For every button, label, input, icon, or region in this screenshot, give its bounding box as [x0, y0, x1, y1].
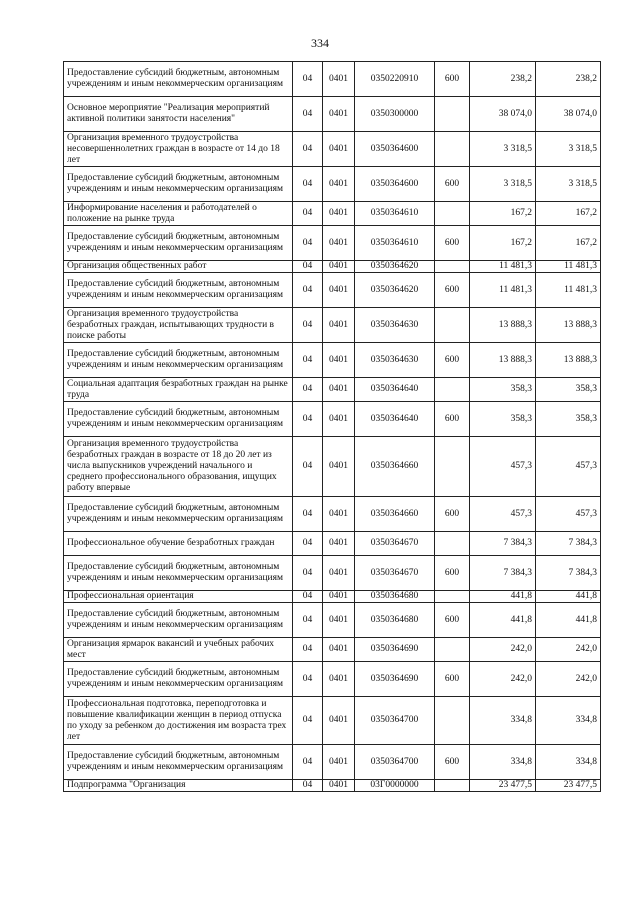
cell-sum-2: 242,0: [536, 638, 601, 662]
table-row: [64, 202, 601, 226]
cell-subsection: 0401: [323, 556, 355, 591]
cell-expense-type: 600: [435, 556, 470, 591]
cell-name: Предоставление субсидий бюджетным, автономным учреждениям и иным некоммерческим организациям: [64, 662, 293, 697]
cell-subsection: 0401: [323, 378, 355, 402]
cell-sum-2: 38 074,0: [536, 97, 601, 132]
cell-sum-1: 7 384,3: [470, 532, 536, 556]
table-row: [64, 532, 601, 556]
cell-expense-type: [435, 378, 470, 402]
cell-section: 04: [293, 308, 323, 343]
cell-subsection: 0401: [323, 226, 355, 261]
table-row: [64, 343, 601, 378]
cell-name: Предоставление субсидий бюджетным, автономным учреждениям и иным некоммерческим организациям: [64, 556, 293, 591]
table-row: [64, 697, 601, 745]
table-row: [64, 591, 601, 603]
cell-subsection: 0401: [323, 132, 355, 167]
cell-sum-1: 13 888,3: [470, 308, 536, 343]
cell-sum-1: 334,8: [470, 697, 536, 745]
cell-subsection: 0401: [323, 402, 355, 437]
cell-sum-1: 3 318,5: [470, 132, 536, 167]
cell-section: 04: [293, 591, 323, 603]
cell-name: Организация ярмарок вакансий и учебных рабочих мест: [64, 638, 293, 662]
cell-expense-type: [435, 780, 470, 792]
table-row: [64, 308, 601, 343]
table-body: [64, 62, 601, 792]
cell-subsection: 0401: [323, 202, 355, 226]
cell-name: Предоставление субсидий бюджетным, автономным учреждениям и иным некоммерческим организациям: [64, 745, 293, 780]
cell-target-code: 0350364680: [355, 603, 435, 638]
cell-sum-1: 13 888,3: [470, 343, 536, 378]
cell-sum-2: 167,2: [536, 202, 601, 226]
cell-section: 04: [293, 532, 323, 556]
table-row: [64, 638, 601, 662]
cell-target-code: 0350364690: [355, 638, 435, 662]
cell-section: 04: [293, 202, 323, 226]
cell-sum-2: 167,2: [536, 226, 601, 261]
cell-section: 04: [293, 603, 323, 638]
cell-subsection: 0401: [323, 97, 355, 132]
cell-name: Организация общественных работ: [64, 261, 293, 273]
cell-sum-2: 3 318,5: [536, 167, 601, 202]
cell-name: Информирование населения и работодателей о положение на рынке труда: [64, 202, 293, 226]
cell-subsection: 0401: [323, 273, 355, 308]
cell-expense-type: 600: [435, 343, 470, 378]
cell-target-code: 0350364620: [355, 261, 435, 273]
cell-target-code: 0350364660: [355, 497, 435, 532]
cell-name: Предоставление субсидий бюджетным, автономным учреждениям и иным некоммерческим организациям: [64, 226, 293, 261]
cell-expense-type: 600: [435, 497, 470, 532]
cell-expense-type: [435, 132, 470, 167]
cell-name: Организация временного трудоустройства безработных граждан, испытывающих трудности в поиске работы: [64, 308, 293, 343]
cell-section: 04: [293, 167, 323, 202]
cell-sum-1: 457,3: [470, 437, 536, 497]
cell-sum-2: 11 481,3: [536, 261, 601, 273]
cell-target-code: 03Г0000000: [355, 780, 435, 792]
cell-expense-type: [435, 97, 470, 132]
cell-name: Подпрограмма "Организация: [64, 780, 293, 792]
cell-target-code: 0350364610: [355, 226, 435, 261]
cell-sum-1: 441,8: [470, 591, 536, 603]
cell-expense-type: 600: [435, 603, 470, 638]
cell-sum-1: 238,2: [470, 62, 536, 97]
cell-name: Организация временного трудоустройства несовершеннолетних граждан в возрасте от 14 до 18 лет: [64, 132, 293, 167]
table-row: [64, 745, 601, 780]
cell-expense-type: 600: [435, 662, 470, 697]
cell-sum-1: 11 481,3: [470, 261, 536, 273]
cell-target-code: 0350364660: [355, 437, 435, 497]
cell-name: Предоставление субсидий бюджетным, автономным учреждениям и иным некоммерческим организациям: [64, 603, 293, 638]
cell-sum-1: 242,0: [470, 662, 536, 697]
cell-sum-1: 3 318,5: [470, 167, 536, 202]
cell-sum-2: 334,8: [536, 745, 601, 780]
cell-name: Основное мероприятие "Реализация мероприятий активной политики занятости населения": [64, 97, 293, 132]
cell-subsection: 0401: [323, 638, 355, 662]
cell-expense-type: 600: [435, 62, 470, 97]
cell-sum-1: 7 384,3: [470, 556, 536, 591]
cell-target-code: 0350364670: [355, 532, 435, 556]
cell-subsection: 0401: [323, 497, 355, 532]
cell-section: 04: [293, 662, 323, 697]
cell-sum-1: 441,8: [470, 603, 536, 638]
table-row: [64, 132, 601, 167]
cell-subsection: 0401: [323, 780, 355, 792]
cell-expense-type: 600: [435, 745, 470, 780]
cell-sum-1: 457,3: [470, 497, 536, 532]
cell-expense-type: [435, 638, 470, 662]
cell-sum-1: 358,3: [470, 378, 536, 402]
cell-target-code: 0350364640: [355, 402, 435, 437]
table-row: [64, 437, 601, 497]
cell-subsection: 0401: [323, 437, 355, 497]
cell-sum-2: 441,8: [536, 603, 601, 638]
cell-section: 04: [293, 556, 323, 591]
cell-name: Предоставление субсидий бюджетным, автономным учреждениям и иным некоммерческим организациям: [64, 62, 293, 97]
cell-target-code: 0350364630: [355, 343, 435, 378]
cell-sum-2: 441,8: [536, 591, 601, 603]
cell-sum-1: 167,2: [470, 226, 536, 261]
cell-target-code: 0350364700: [355, 697, 435, 745]
cell-name: Организация временного трудоустройства безработных граждан в возрасте от 18 до 20 лет из числа выпускников учреждений начального и среднего профессионального образования, ищущих работу впервые: [64, 437, 293, 497]
cell-sum-2: 7 384,3: [536, 556, 601, 591]
cell-target-code: 0350364620: [355, 273, 435, 308]
cell-target-code: 0350364700: [355, 745, 435, 780]
cell-section: 04: [293, 745, 323, 780]
cell-name: Социальная адаптация безработных граждан на рынке труда: [64, 378, 293, 402]
cell-expense-type: 600: [435, 402, 470, 437]
cell-expense-type: 600: [435, 167, 470, 202]
cell-name: Предоставление субсидий бюджетным, автономным учреждениям и иным некоммерческим организациям: [64, 273, 293, 308]
cell-name: Предоставление субсидий бюджетным, автономным учреждениям и иным некоммерческим организациям: [64, 343, 293, 378]
cell-subsection: 0401: [323, 697, 355, 745]
table-row: [64, 378, 601, 402]
page-number: 334: [311, 36, 329, 50]
cell-sum-2: 7 384,3: [536, 532, 601, 556]
cell-subsection: 0401: [323, 591, 355, 603]
cell-sum-1: 38 074,0: [470, 97, 536, 132]
cell-target-code: 0350364610: [355, 202, 435, 226]
cell-sum-2: 23 477,5: [536, 780, 601, 792]
cell-expense-type: 600: [435, 273, 470, 308]
cell-subsection: 0401: [323, 745, 355, 780]
cell-subsection: 0401: [323, 308, 355, 343]
table-row: [64, 273, 601, 308]
cell-sum-2: 358,3: [536, 402, 601, 437]
cell-section: 04: [293, 132, 323, 167]
cell-sum-2: 238,2: [536, 62, 601, 97]
cell-expense-type: 600: [435, 226, 470, 261]
cell-sum-2: 13 888,3: [536, 308, 601, 343]
cell-target-code: 0350364600: [355, 132, 435, 167]
cell-subsection: 0401: [323, 167, 355, 202]
cell-expense-type: [435, 532, 470, 556]
cell-name: Профессиональная подготовка, переподготовка и повышение квалификации женщин в период отпуска по уходу за ребенком до достижения им возраста трех лет: [64, 697, 293, 745]
cell-subsection: 0401: [323, 532, 355, 556]
cell-sum-2: 358,3: [536, 378, 601, 402]
cell-target-code: 0350364640: [355, 378, 435, 402]
cell-section: 04: [293, 226, 323, 261]
table-row: [64, 603, 601, 638]
cell-expense-type: [435, 261, 470, 273]
cell-section: 04: [293, 97, 323, 132]
cell-name: Профессиональная ориентация: [64, 591, 293, 603]
cell-sum-1: 23 477,5: [470, 780, 536, 792]
cell-name: Предоставление субсидий бюджетным, автономным учреждениям и иным некоммерческим организациям: [64, 497, 293, 532]
cell-section: 04: [293, 378, 323, 402]
cell-target-code: 0350300000: [355, 97, 435, 132]
cell-expense-type: [435, 202, 470, 226]
table-row: [64, 402, 601, 437]
cell-target-code: 0350364670: [355, 556, 435, 591]
cell-section: 04: [293, 402, 323, 437]
cell-target-code: 0350364630: [355, 308, 435, 343]
cell-subsection: 0401: [323, 603, 355, 638]
cell-sum-1: 167,2: [470, 202, 536, 226]
cell-section: 04: [293, 638, 323, 662]
cell-expense-type: [435, 591, 470, 603]
table-row: [64, 261, 601, 273]
cell-section: 04: [293, 343, 323, 378]
cell-section: 04: [293, 697, 323, 745]
cell-sum-2: 334,8: [536, 697, 601, 745]
cell-sum-2: 457,3: [536, 437, 601, 497]
table-row: [64, 556, 601, 591]
cell-subsection: 0401: [323, 261, 355, 273]
cell-sum-1: 358,3: [470, 402, 536, 437]
cell-name: Предоставление субсидий бюджетным, автономным учреждениям и иным некоммерческим организациям: [64, 167, 293, 202]
cell-target-code: 0350220910: [355, 62, 435, 97]
budget-table: [63, 61, 601, 792]
cell-sum-2: 3 318,5: [536, 132, 601, 167]
cell-target-code: 0350364600: [355, 167, 435, 202]
cell-subsection: 0401: [323, 662, 355, 697]
cell-sum-2: 11 481,3: [536, 273, 601, 308]
cell-subsection: 0401: [323, 62, 355, 97]
cell-expense-type: [435, 697, 470, 745]
cell-sum-1: 11 481,3: [470, 273, 536, 308]
cell-sum-1: 334,8: [470, 745, 536, 780]
table-row: [64, 780, 601, 792]
cell-name: Предоставление субсидий бюджетным, автономным учреждениям и иным некоммерческим организациям: [64, 402, 293, 437]
cell-section: 04: [293, 261, 323, 273]
cell-sum-2: 242,0: [536, 662, 601, 697]
cell-expense-type: [435, 437, 470, 497]
cell-subsection: 0401: [323, 343, 355, 378]
cell-name: Профессиональное обучение безработных граждан: [64, 532, 293, 556]
cell-sum-2: 457,3: [536, 497, 601, 532]
cell-target-code: 0350364690: [355, 662, 435, 697]
cell-sum-2: 13 888,3: [536, 343, 601, 378]
table-row: [64, 97, 601, 132]
cell-section: 04: [293, 273, 323, 308]
table-row: [64, 62, 601, 97]
cell-sum-1: 242,0: [470, 638, 536, 662]
cell-expense-type: [435, 308, 470, 343]
table-row: [64, 662, 601, 697]
table-row: [64, 226, 601, 261]
cell-target-code: 0350364680: [355, 591, 435, 603]
cell-section: 04: [293, 497, 323, 532]
cell-section: 04: [293, 62, 323, 97]
cell-section: 04: [293, 437, 323, 497]
cell-section: 04: [293, 780, 323, 792]
table-row: [64, 497, 601, 532]
table-row: [64, 167, 601, 202]
